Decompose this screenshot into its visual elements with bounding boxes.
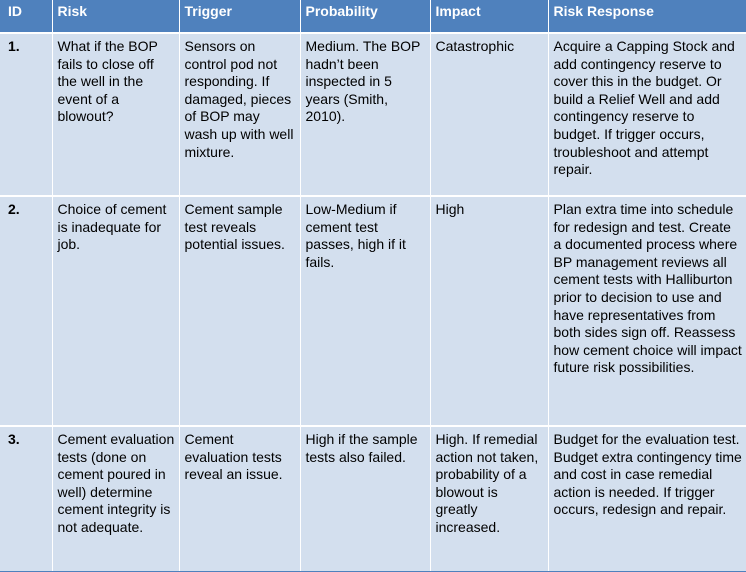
- cell-impact: High: [430, 196, 548, 426]
- cell-impact: High. If remedial action not taken, probability of a blowout is greatly increased.: [430, 426, 548, 571]
- cell-id: 3.: [0, 426, 52, 571]
- cell-id: 1.: [0, 33, 52, 196]
- cell-risk: What if the BOP fails to close off the well in the event of a blowout?: [52, 33, 179, 196]
- header-risk: Risk: [52, 0, 179, 33]
- cell-impact: Catastrophic: [430, 33, 548, 196]
- header-trigger: Trigger: [179, 0, 300, 33]
- table-row: [0, 426, 746, 571]
- cell-probability: High if the sample tests also failed.: [300, 426, 430, 571]
- cell-risk-response: Plan extra time into schedule for redesign and test. Create a documented process where BP management reviews all cement tests with Halliburton prior to decision to use and have representatives from both sides sign off. Reassess how cement choice will impact future risk possibilities.: [548, 196, 746, 426]
- cell-risk-response: Acquire a Capping Stock and add contingency reserve to cover this in the budget. Or build a Relief Well and add contingency reserve to budget. If trigger occurs, troubleshoot and attempt repair.: [548, 33, 746, 196]
- header-row: [0, 0, 746, 33]
- cell-id: 2.: [0, 196, 52, 426]
- header-risk-response: Risk Response: [548, 0, 746, 33]
- cell-probability: Medium. The BOP hadn’t been inspected in 5 years (Smith, 2010).: [300, 33, 430, 196]
- cell-trigger: Sensors on control pod not responding. If damaged, pieces of BOP may wash up with well mixture.: [179, 33, 300, 196]
- cell-risk: Choice of cement is inadequate for job.: [52, 196, 179, 426]
- header-id: ID: [0, 0, 52, 33]
- header-probability: Probability: [300, 0, 430, 33]
- cell-probability: Low-Medium if cement test passes, high if it fails.: [300, 196, 430, 426]
- header-impact: Impact: [430, 0, 548, 33]
- cell-trigger: Cement evaluation tests reveal an issue.: [179, 426, 300, 571]
- cell-risk-response: Budget for the evaluation test. Budget extra contingency time and cost in case remedial action is needed. If trigger occurs, redesign and repair.: [548, 426, 746, 571]
- cell-trigger: Cement sample test reveals potential issues.: [179, 196, 300, 426]
- table-row: [0, 33, 746, 196]
- table-row: [0, 196, 746, 426]
- cell-risk: Cement evaluation tests (done on cement poured in well) determine cement integrity is not adequate.: [52, 426, 179, 571]
